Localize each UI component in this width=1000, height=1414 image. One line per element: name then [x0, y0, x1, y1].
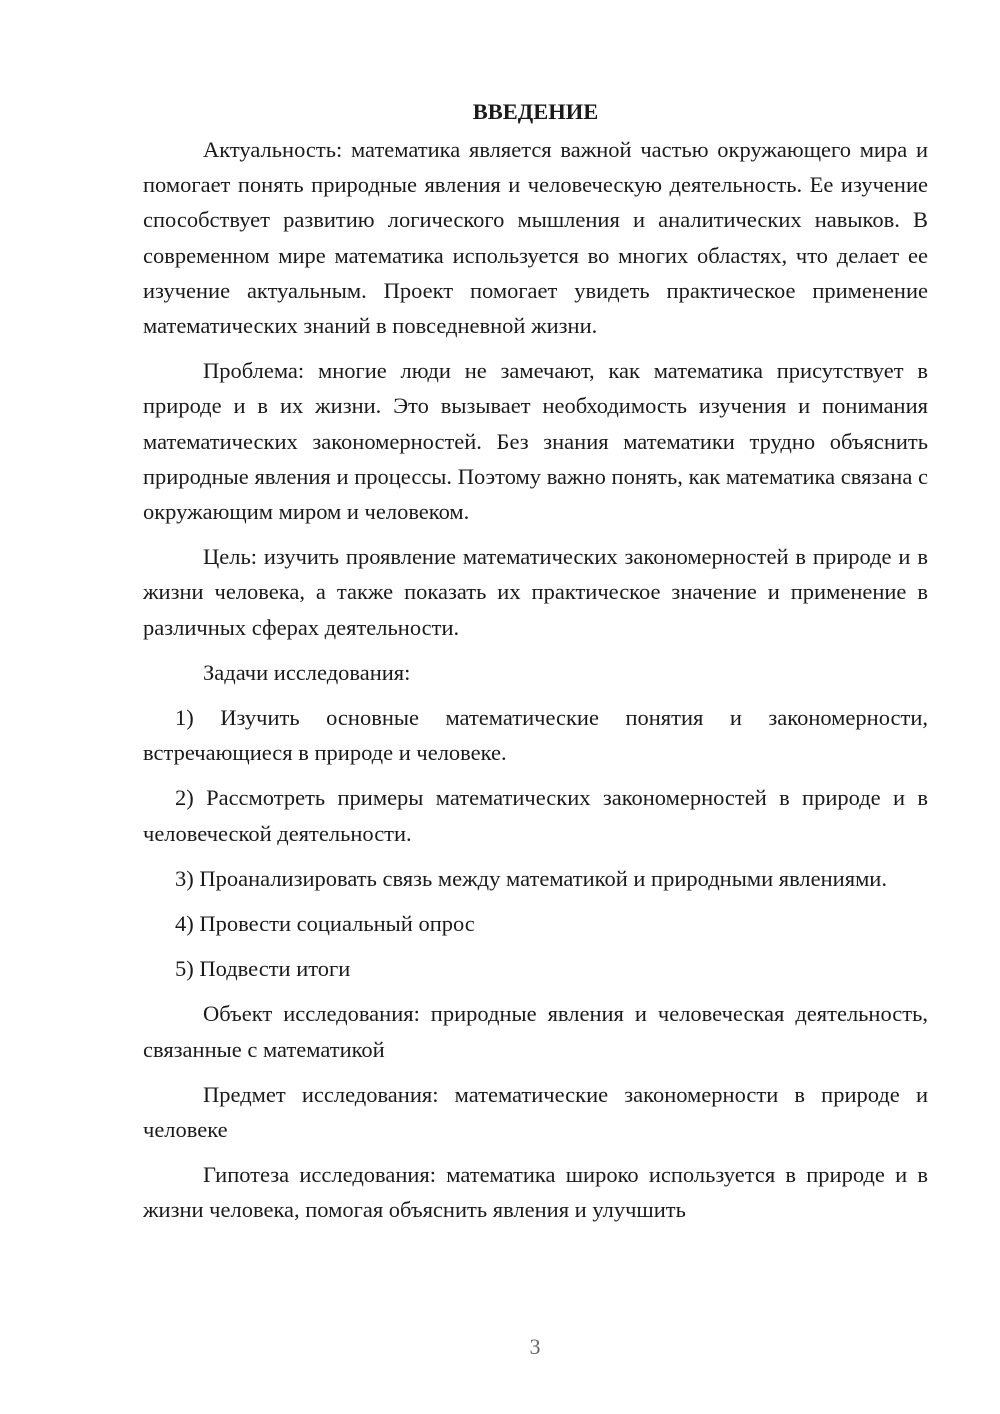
paragraph-hypothesis: Гипотеза исследования: математика широко используется в природе и в жизни человека, помогая объяснить явления и улучшить [143, 1162, 928, 1223]
paragraph-goal: Цель: изучить проявление математических закономерностей в природе и в жизни человека, а также показать их практическое значение и применение в различных сферах деятельности. [143, 544, 928, 640]
task-item-1: 1) Изучить основные математические понятия и закономерности, встречающиеся в природе и человеке. [143, 705, 928, 766]
task-item-3: 3) Проанализировать связь между математикой и природными явлениями. [175, 865, 887, 891]
task-item-2: 2) Рассмотреть примеры математических закономерностей в природе и в человеческой деятельности. [143, 785, 928, 846]
document-page [143, 92, 928, 1238]
paragraph-subject: Предмет исследования: математические закономерности в природе и человеке [143, 1081, 928, 1143]
paragraph-relevance: Актуальность: математика является важной частью окружающего мира и помогает понять природные явления и человеческую деятельность. Ее изучение способствует развитию логического мышления и аналитических навыков. В современном мире математика используется во многих областях, что делает ее изучение актуальным. Проект помогает увидеть практическое применение математических знаний в повседневной жизни. [143, 137, 928, 339]
page-number: 3 [529, 1334, 541, 1359]
paragraph-object: Объект исследования: природные явления и человеческая деятельность, связанные с математикой [143, 1001, 928, 1062]
task-item-4: 4) Провести социальный опрос [175, 911, 475, 937]
paragraph-problem: Проблема: многие люди не замечают, как математика присутствует в природе и в их жизни. Это вызывает необходимость изучения и понимания математических закономерностей. Без знания математики трудно объяснить природные явления и процессы. Поэтому важно понять, как математика связана с окружающим миром и человеком. [143, 358, 928, 525]
task-item-5: 5) Подвести итоги [175, 956, 351, 982]
page-title: ВВЕДЕНИЕ [472, 99, 599, 124]
paragraph-tasks-heading: Задачи исследования: [203, 659, 411, 685]
